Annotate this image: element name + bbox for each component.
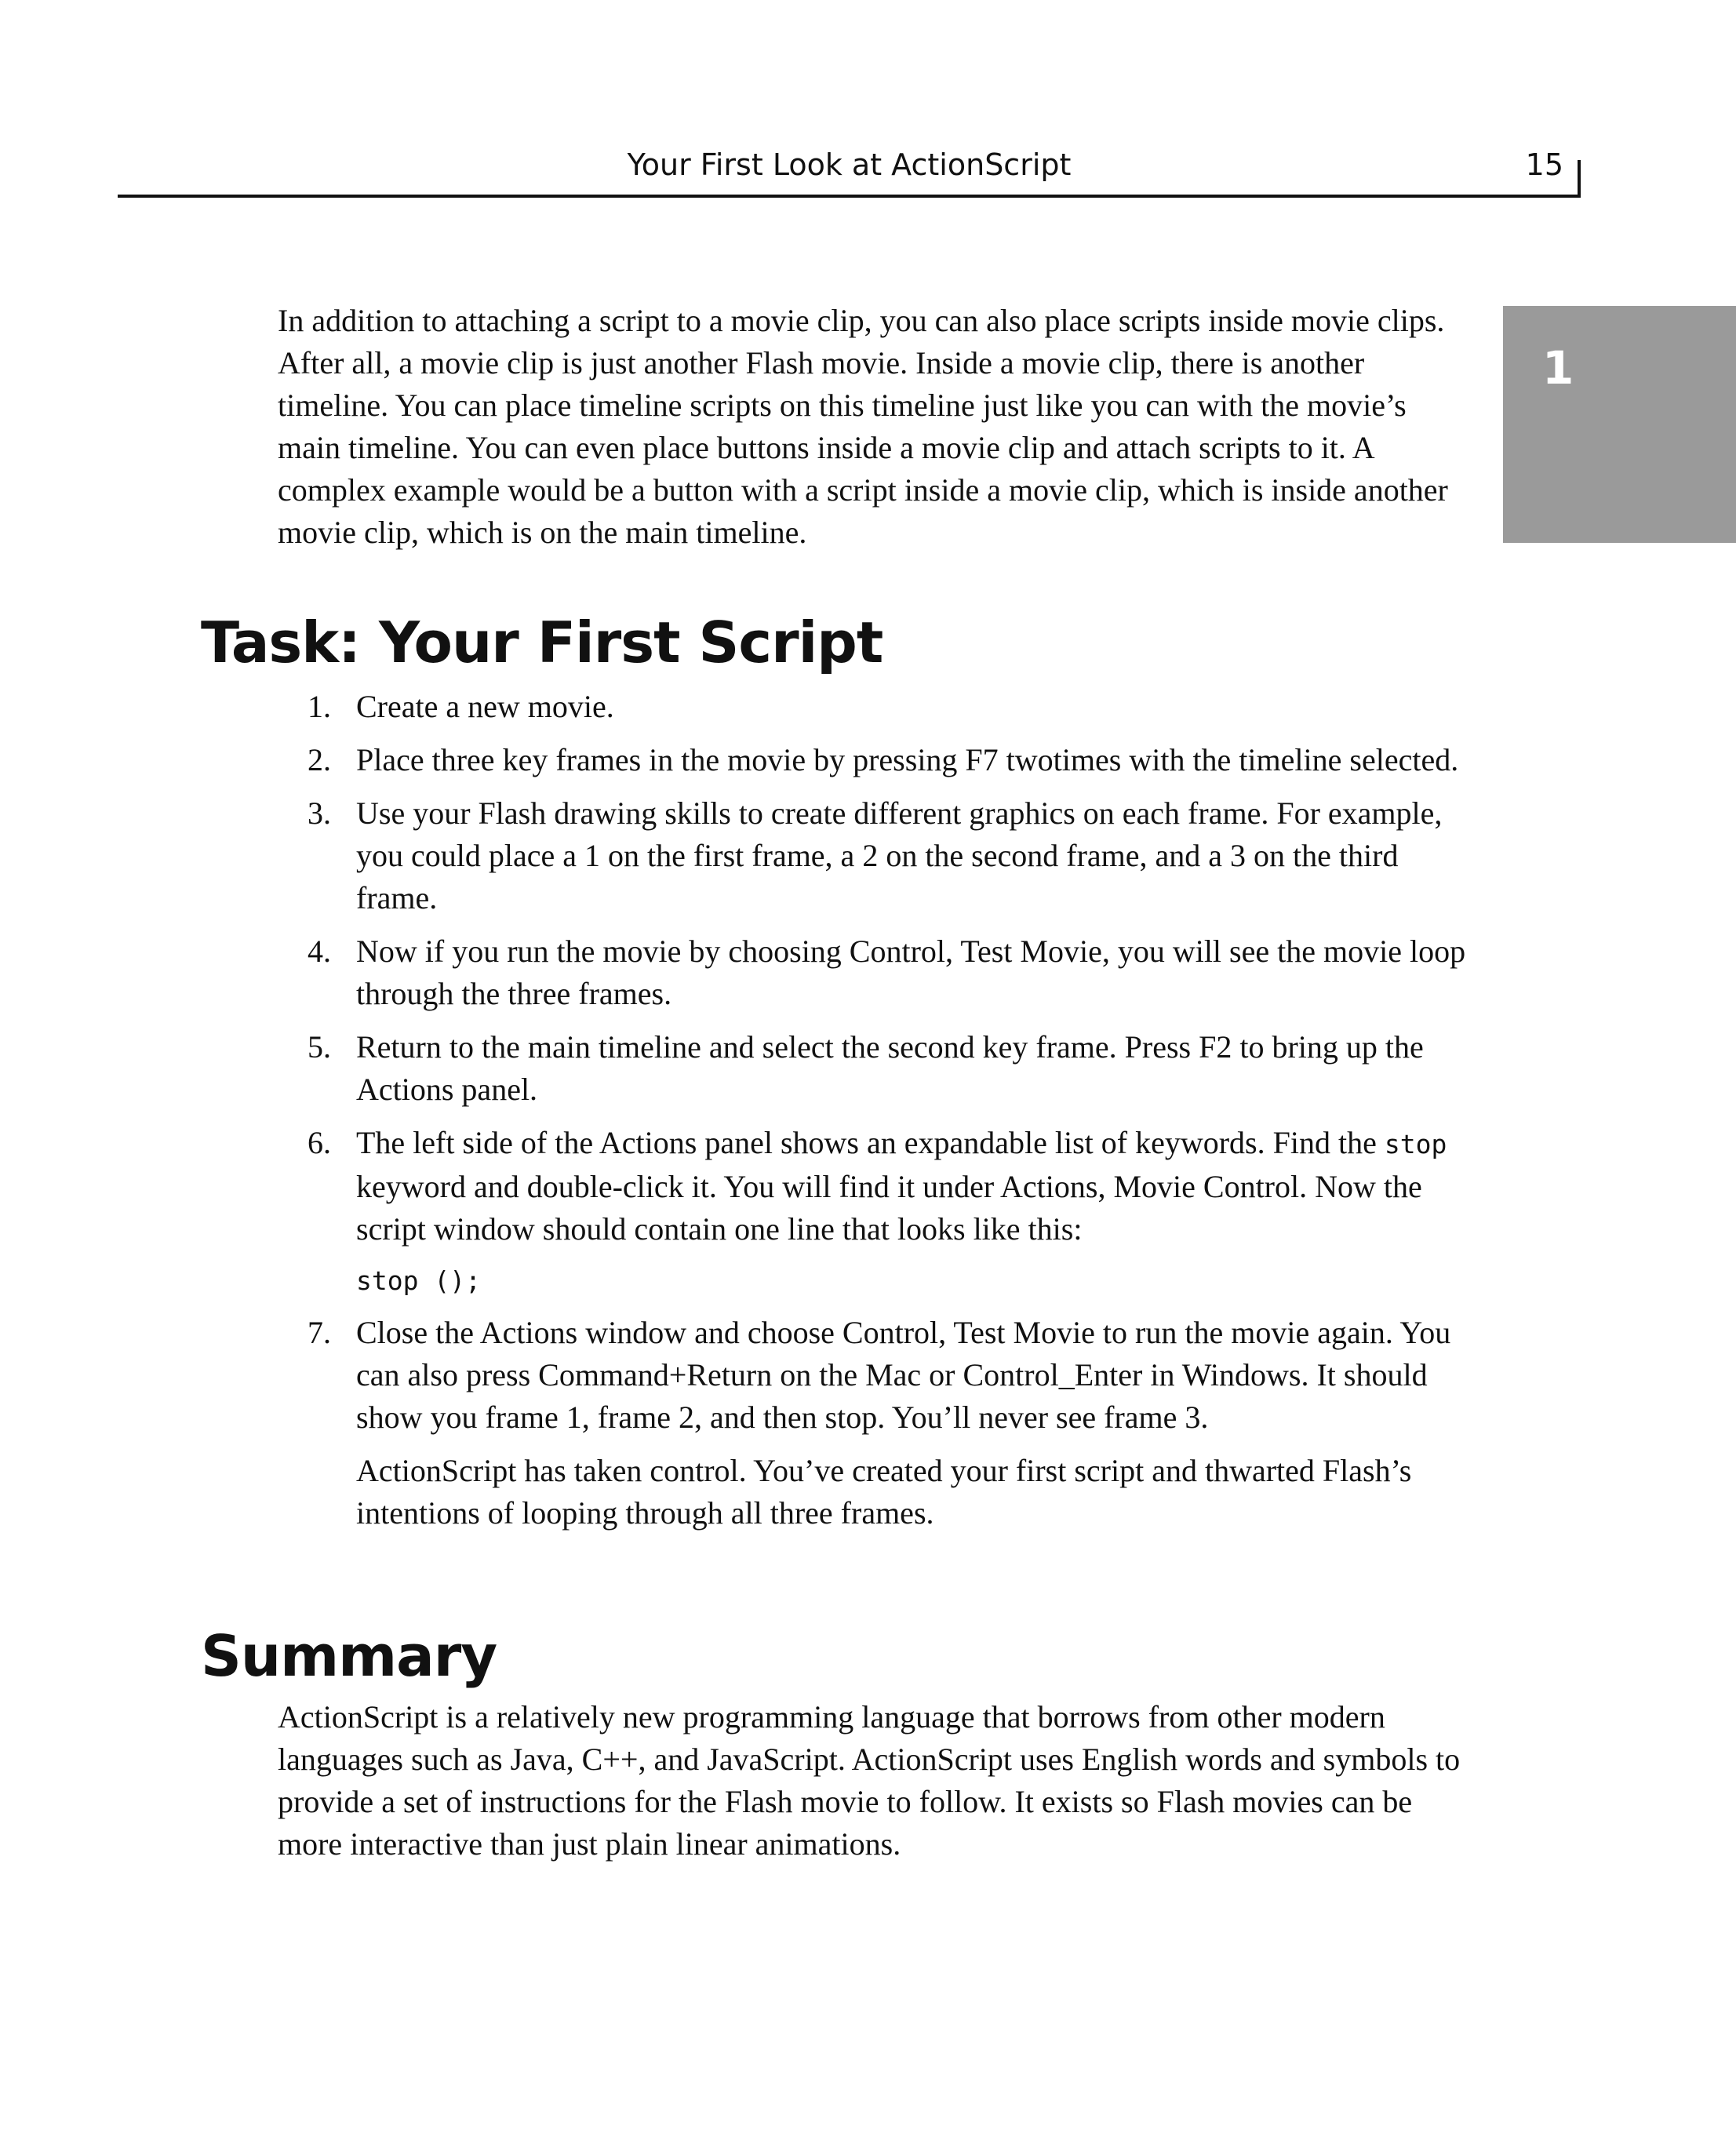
header-tick-mark xyxy=(1578,160,1581,198)
step-number: 4. xyxy=(308,934,331,969)
running-header-title: Your First Look at ActionScript xyxy=(627,147,1072,182)
list-item xyxy=(278,792,1470,919)
step-text: Now if you run the movie by choosing Control, Test Movie, you will see the movie loop through the three frames. xyxy=(356,934,1466,1011)
step-text: Close the Actions window and choose Control, Test Movie to run the movie again. You can also press Command+Return on the Mac or Control_Enter in Windows. It should show you frame 1, frame 2, and then stop. You’ll never see frame 3. xyxy=(356,1315,1451,1435)
step-note: ActionScript has taken control. You’ve created your first script and thwarted Flash’s intentions of looping through all three frames. xyxy=(356,1453,1412,1531)
list-item xyxy=(278,930,1470,1015)
task-heading: Task: Your First Script xyxy=(201,610,883,675)
list-item xyxy=(278,1122,1470,1301)
step-text-after: keyword and double-click it. You will find it under Actions, Movie Control. Now the script window should contain one line that looks like this: xyxy=(356,1169,1422,1247)
list-item xyxy=(278,739,1470,781)
step-number: 3. xyxy=(308,795,331,831)
page-number: 15 xyxy=(1525,147,1563,182)
chapter-thumb-tab xyxy=(1503,306,1736,543)
step-number: 2. xyxy=(308,742,331,777)
step-text: Use your Flash drawing skills to create different graphics on each frame. For example, you could place a 1 on the first frame, a 2 on the second frame, and a 3 on the third frame. xyxy=(356,795,1443,915)
list-item xyxy=(278,1026,1470,1111)
code-sample: stop (); xyxy=(356,1265,481,1296)
page-header xyxy=(118,143,1581,196)
step-text-before: The left side of the Actions panel shows an expandable list of keywords. Find the xyxy=(356,1125,1385,1160)
step-text: Return to the main timeline and select the second key frame. Press F2 to bring up the Actions panel. xyxy=(356,1029,1424,1107)
step-number: 6. xyxy=(308,1125,331,1160)
list-item xyxy=(278,686,1470,728)
step-text: Place three key frames in the movie by pressing F7 twotimes with the timeline selected. xyxy=(356,742,1459,777)
chapter-tab-number: 1 xyxy=(1542,341,1574,395)
step-text: Create a new movie. xyxy=(356,689,614,724)
step-number: 7. xyxy=(308,1315,331,1350)
header-rule xyxy=(118,195,1581,198)
intro-paragraph: In addition to attaching a script to a movie clip, you can also place scripts inside movie clips. After all, a movie clip is just another Flash movie. Inside a movie clip, there is another timeline. You can place timeline scripts on this timeline just like you can with the movie’s main timeline. You can even place buttons inside a movie clip and attach scripts to it. A complex example would be a button with a script inside a movie clip, which is inside another movie clip, which is on the main timeline. xyxy=(278,303,1448,550)
summary-paragraph: ActionScript is a relatively new programming language that borrows from other modern languages such as Java, C++, and JavaScript. ActionScript uses English words and symbols to provide a set of instructions for the Flash movie to follow. It exists so Flash movies can be more interactive than just plain linear animations. xyxy=(278,1699,1461,1862)
step-number: 5. xyxy=(308,1029,331,1065)
summary-heading: Summary xyxy=(201,1623,497,1689)
inline-code-keyword: stop xyxy=(1384,1129,1447,1159)
list-item xyxy=(278,1312,1470,1534)
step-number: 1. xyxy=(308,689,331,724)
task-steps-list xyxy=(278,686,1470,1545)
